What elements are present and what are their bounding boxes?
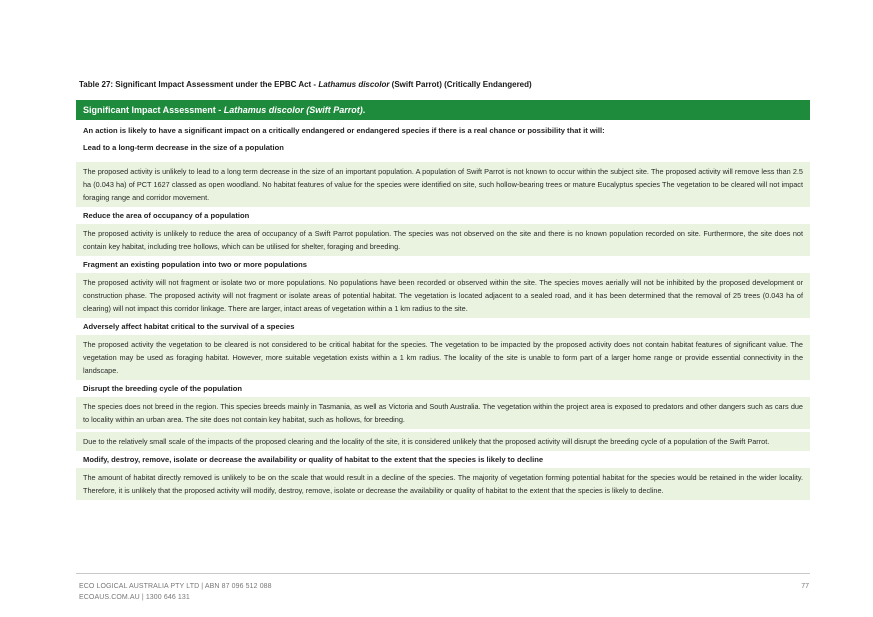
section-heading: Adversely affect habitat critical to the survival of a species [83,322,295,331]
caption-species: Lathamus discolor [318,80,390,89]
section-heading: Lead to a long-term decrease in the size of a population [83,143,284,152]
section-paragraph: The proposed activity is unlikely to reduce the area of occupancy of a Swift Parrot population. The species was not observed on the site and there is no known population recorded on site. Furthermore, the site does not contain key habitat, including tree hollows, which can be utilised for shelter, foraging and breeding. [76,224,810,256]
section-paragraph: Due to the relatively small scale of the impacts of the proposed clearing and the locality of the site, it is considered unlikely that the proposed activity will disrupt the breeding cycle of a population of the Swift Parrot. [76,432,810,451]
assessment-table [76,100,810,500]
header-prefix: Significant Impact Assessment - [83,105,224,115]
footer-line-2: ECOAUS.COM.AU | 1300 646 131 [79,594,190,601]
section-heading: Modify, destroy, remove, isolate or decrease the availability or quality of habitat to the extent that the species is likely to decline [83,455,544,464]
footer-line-1: ECO LOGICAL AUSTRALIA PTY LTD | ABN 87 096 512 088 [79,583,272,590]
section-paragraph: The amount of habitat directly removed is unlikely to be on the scale that would result in a decline of the species. The majority of vegetation forming potential habitat for the species would be retained in the wider locality. Therefore, it is unlikely that the proposed activity will modify, destroy, remove, isolate or decrease the availability or quality of habitat to the extent that the species is likely to decline. [76,468,810,500]
header-species: Lathamus discolor (Swift Parrot) [223,105,363,115]
caption-suffix: (Swift Parrot) (Critically Endangered) [389,80,532,89]
footer-company [79,581,272,603]
section-heading: Reduce the area of occupancy of a population [83,211,250,220]
page-number: 77 [801,583,809,590]
section-heading: Fragment an existing population into two or more populations [83,260,308,269]
section-paragraph: The proposed activity the vegetation to be cleared is not considered to be critical habitat for the species. The vegetation to be impacted by the proposed activity does not contain habitat features of significant value. The vegetation may be used as foraging habitat. However, more suitable vegetation exists within a 1 km radius. The locality of the site is unable to form part of a larger home range or provide essential connectivity in the landscape. [76,335,810,380]
section-paragraph: The species does not breed in the region. This species breeds mainly in Tasmania, as well as Victoria and South Australia. The vegetation within the project area is exposed to predators and other dangers such as cars due to locality within an urban area. The site does not contain key habitat, such as hollows, for breeding. [76,397,810,429]
intro-statement: An action is likely to have a significant impact on a critically endangered or endangered species if there is a real chance or possibility that it will: [83,126,605,135]
table-caption [79,79,799,90]
table-header [76,100,810,120]
section-paragraph: The proposed activity will not fragment or isolate two or more populations. No populations have been recorded or observed within the site. The species moves aerially will not be inhibited by the proposed development or construction phase. The proposed activity will not fragment or isolate areas of potential habitat. The vegetation is located adjacent to a sealed road, and it has been determined that the removal of 25 trees (0.043 ha of clearing) will not impact this corridor linkage. There are larger, intact areas of vegetation within a 1 km radius to the site. [76,273,810,318]
caption-prefix: Table 27: Significant Impact Assessment under the EPBC Act - [79,80,319,89]
section-heading: Disrupt the breeding cycle of the population [83,384,243,393]
section-paragraph: The proposed activity is unlikely to lead to a long term decrease in the size of an important population. A population of Swift Parrot is not known to occur within the subject site. The proposed activity will remove less than 2.5 ha (0.043 ha) of PCT 1627 classed as open woodland. No habitat features of value for the species were identified on site, such hollow-bearing trees or mature Eucalyptus species The vegetation to be cleared will not impact foraging range and corridor movement. [76,162,810,207]
header-suffix: . [362,105,366,115]
footer-divider [76,573,810,574]
